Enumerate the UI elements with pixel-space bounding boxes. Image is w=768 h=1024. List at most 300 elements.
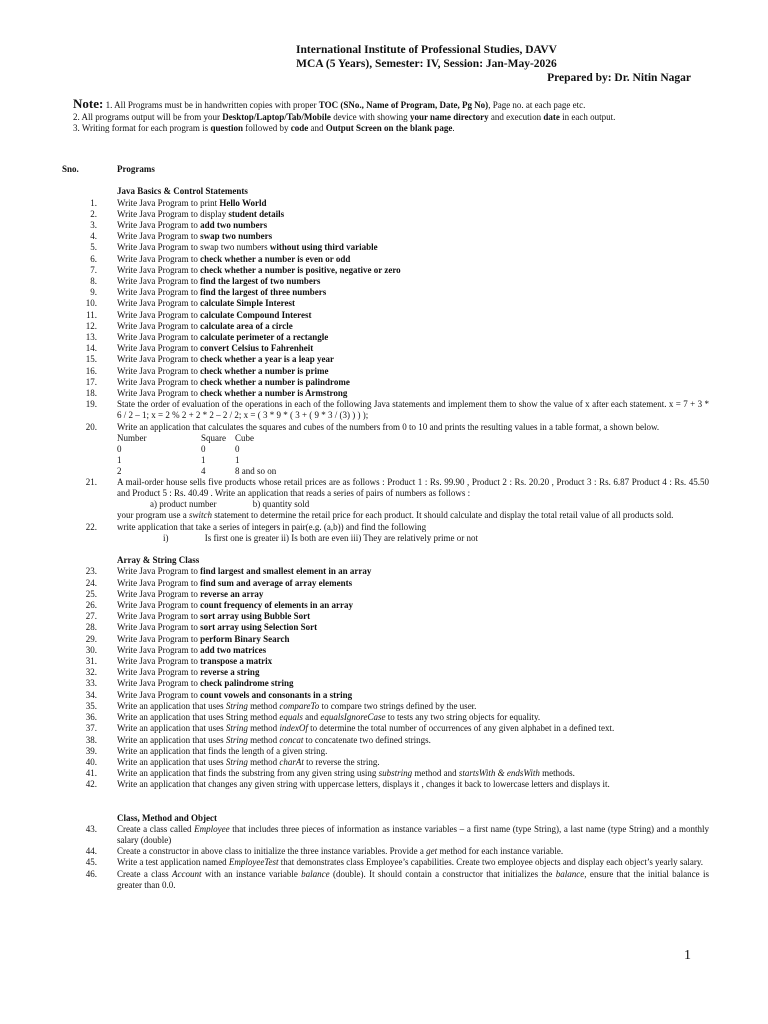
bold-term: count frequency of elements in an array: [200, 600, 353, 611]
section-string-items: [0, 701, 768, 791]
item-number: 15.: [85, 354, 97, 365]
text-part: method and: [412, 768, 459, 779]
text-part: that demonstrates class Employee’s capabilities. Create two employee objects and display each object’s yearly salary.: [278, 857, 704, 868]
list-item: [0, 276, 768, 287]
section-heading-array-string: Array & String Class: [117, 555, 200, 566]
item-number: 43.: [85, 823, 97, 834]
section-array-items: [0, 566, 768, 700]
section-heading-basics: Java Basics & Control Statements: [117, 186, 248, 197]
text-part: Write Java Program to: [117, 365, 201, 376]
italic-term: EmployeeTest: [228, 857, 279, 868]
item-text-continued: [117, 510, 709, 521]
bold-term: calculate perimeter of a rectangle: [200, 332, 329, 343]
note-1-bold: TOC (SNo., Name of Program, Date, Pg No): [318, 100, 489, 110]
item-number: 7.: [90, 264, 97, 275]
list-item: [0, 645, 768, 656]
item-text: [117, 254, 709, 265]
table-cell: 1: [235, 454, 240, 465]
item-text: [117, 779, 709, 790]
text-part: Write Java Program to: [117, 633, 201, 644]
item-text: [117, 712, 709, 723]
item-number: 29.: [85, 633, 97, 644]
item-text: [117, 824, 709, 846]
text-part: Write Java Program to: [117, 667, 201, 678]
item-text: [117, 265, 709, 276]
bold-term: find largest and smallest element in an array: [200, 566, 372, 577]
text-part: Write Java Program to: [117, 332, 201, 343]
text-part: method: [247, 734, 280, 745]
item-number: 44.: [85, 846, 97, 857]
item-number: 26.: [85, 600, 97, 611]
list-item: [0, 209, 768, 220]
option-b: b) quantity sold: [252, 499, 310, 510]
spacer: [0, 175, 768, 186]
note-3-bold-3: Output Screen on the blank page: [325, 123, 453, 133]
italic-term: get: [426, 846, 438, 857]
bold-term: find sum and average of array elements: [200, 577, 353, 588]
text-part: Write Java Program to: [117, 566, 201, 577]
text-part: Write an application that finds the length of a given string.: [117, 745, 328, 756]
list-item: [0, 332, 768, 343]
bold-term: add two matrices: [200, 644, 267, 655]
text-part: statement to determine the retail price for each product. It should calculate and display the total retail value of all products sold.: [212, 510, 674, 521]
page-number: 1: [684, 948, 691, 963]
bold-term: without using third variable: [269, 242, 378, 253]
item-text: [117, 600, 709, 611]
list-item: [0, 690, 768, 701]
item-number: 4.: [90, 231, 97, 242]
text-part: (double). It should contain a constructor that initializes the: [329, 868, 556, 879]
bold-term: count vowels and consonants in a string: [200, 689, 353, 700]
italic-term: String: [225, 700, 248, 711]
text-part: Create a constructor in above class to initialize the three instance variables. Provide a: [117, 846, 427, 857]
item-text: [117, 310, 709, 321]
table-cell: 0: [117, 443, 122, 454]
table-cell: 1: [201, 454, 206, 465]
text-part: Write an application that uses: [117, 700, 226, 711]
item-number: 31.: [85, 656, 97, 667]
bold-term: calculate Simple Interest: [200, 298, 295, 309]
text-part: Write Java Program to: [117, 287, 201, 298]
item-text: Write an application that calculates the squares and cubes of the numbers from 0 to 10 and prints the resulting values in a table format, a shown below.: [117, 421, 660, 432]
text-part: Write Java Program to: [117, 376, 201, 387]
squares-cubes-table: [117, 433, 276, 477]
item-text: [117, 690, 709, 701]
text-part: to concatenate two defined strings.: [303, 734, 431, 745]
italic-term: startsWith & endsWith: [458, 768, 540, 779]
bold-term: sort array using Bubble Sort: [200, 611, 311, 622]
item-text: [117, 846, 709, 857]
note-3-text-2: followed by: [242, 123, 291, 133]
item-number: 8.: [90, 276, 97, 286]
item-text: [117, 566, 709, 577]
item-number: 46.: [85, 868, 97, 879]
course-title: MCA (5 Years), Semester: IV, Session: Jan-May-2026: [296, 58, 557, 70]
note-3-bold-1: question: [210, 123, 243, 133]
text-part: Write Java Program to: [117, 656, 201, 667]
item-text: [117, 768, 709, 779]
bold-term: reverse an array: [200, 588, 264, 599]
list-item: [0, 566, 768, 577]
table-cell: 4: [201, 465, 206, 476]
italic-term: switch: [188, 510, 212, 521]
text-part: , ensure that the initial balance is greater than 0.0.: [117, 868, 709, 890]
bold-term: student details: [228, 208, 285, 219]
item-number: 39.: [85, 745, 97, 756]
list-item: [0, 757, 768, 768]
list-item: [0, 824, 768, 846]
italic-term: compareTo: [279, 700, 320, 711]
italic-term: String: [225, 723, 248, 734]
text-part: Write an application that finds the substring from any given string using: [117, 768, 379, 779]
item-text: [117, 287, 709, 298]
item-number: 14.: [85, 343, 97, 354]
item-text: [117, 869, 709, 891]
item-text: [117, 366, 709, 377]
item-number: 5.: [90, 242, 97, 253]
item-number: 37.: [85, 723, 97, 734]
sub-item-text: Is first one is greater ii) Is both are even iii) They are relatively prime or not: [204, 532, 478, 543]
list-item: [0, 589, 768, 600]
list-item: [0, 254, 768, 265]
item-number: 36.: [85, 712, 97, 723]
item-text: [117, 298, 709, 309]
table-cell: 8 and so on: [235, 465, 277, 476]
item-number: 17.: [85, 376, 97, 387]
table-row: [117, 455, 276, 466]
list-item: [0, 399, 768, 421]
list-item: [0, 701, 768, 712]
bold-term: swap two numbers: [200, 231, 273, 242]
item-text: [117, 634, 709, 645]
item-number: 11.: [86, 309, 97, 320]
bold-term: Hello World: [219, 197, 267, 208]
sub-item-number: i): [163, 532, 169, 543]
text-part: Write Java Program to: [117, 577, 201, 588]
italic-term: Employee: [194, 823, 230, 834]
table-cell: 2: [117, 465, 122, 476]
note-2-bold-1: Desktop/Laptop/Tab/Mobile: [222, 111, 331, 122]
note-3: [73, 123, 713, 135]
text-part: Write Java Program to display: [117, 208, 229, 219]
text-part: your program use a: [117, 510, 189, 521]
item-text: [117, 757, 709, 768]
text-part: Write Java Program to: [117, 611, 201, 622]
text-part: to determine the total number of occurrences of any given alphabet in a defined text.: [307, 723, 615, 734]
item-text: [117, 611, 709, 622]
text-part: to reverse the string.: [303, 756, 380, 767]
program-list: [0, 164, 768, 891]
bold-term: find the largest of three numbers: [200, 287, 327, 298]
italic-term: Account: [172, 868, 202, 879]
italic-term: concat: [279, 734, 304, 745]
list-item: [0, 198, 768, 209]
table-cell: 0: [201, 443, 206, 454]
note-2: [73, 112, 713, 124]
list-item: [0, 343, 768, 354]
item-text: [117, 220, 709, 231]
text-part: Write Java Program to: [117, 231, 201, 242]
list-item: [0, 667, 768, 678]
text-part: Write Java Program to: [117, 320, 201, 331]
item-number: 41.: [85, 768, 97, 779]
item-number: 13.: [85, 332, 97, 343]
bold-term: calculate Compound Interest: [200, 309, 312, 320]
column-programs: Programs: [117, 164, 155, 174]
list-item: [0, 600, 768, 611]
italic-term: charAt: [279, 756, 304, 767]
list-item: [0, 231, 768, 242]
item-number: 28.: [85, 622, 97, 633]
section-class-items: [0, 824, 768, 891]
list-item: [0, 366, 768, 377]
list-item: [0, 869, 768, 891]
bold-term: convert Celsius to Fahrenheit: [200, 343, 314, 354]
text-part: Write Java Program to: [117, 276, 201, 286]
text-part: to compare two strings defined by the user.: [319, 700, 477, 711]
bold-term: check whether a year is a leap year: [200, 354, 335, 365]
item-number: 6.: [90, 253, 97, 264]
italic-term: indexOf: [279, 723, 308, 734]
list-item: [0, 422, 768, 433]
note-3-text-3: and: [308, 123, 326, 133]
text-part: Write Java Program to: [117, 264, 201, 275]
list-item: [0, 846, 768, 857]
text-part: Write a test application named: [117, 857, 229, 868]
list-item: [0, 634, 768, 645]
item-number: 34.: [85, 689, 97, 700]
list-item: [0, 611, 768, 622]
item-text: [117, 332, 709, 343]
list-item: [0, 723, 768, 734]
list-item: [0, 746, 768, 757]
table-row: [117, 444, 276, 455]
list-item: [0, 768, 768, 779]
text-part: Write Java Program to: [117, 622, 201, 633]
list-item: [0, 310, 768, 321]
item-text: A mail-order house sells five products whose retail prices are as follows : Product 1 : Rs. 99.90 , Product 2 : Rs. 20.20 , Product 3 : Rs. 6.87 Product 4 : Rs. 45.50 and Product 5 : Rs. 40.49 . Write an application that reads a series of pairs of numbers as follows :: [117, 476, 709, 499]
item-number: 23.: [85, 566, 97, 577]
text-part: Write Java Program to: [117, 309, 201, 320]
institute-title: International Institute of Professional Studies, DAVV: [296, 44, 557, 56]
item-number: 25.: [85, 588, 97, 599]
list-item: [0, 287, 768, 298]
text-part: to tests any two string objects for equality.: [385, 712, 541, 723]
text-part: Write an application that uses: [117, 734, 226, 745]
item-number: 16.: [85, 365, 97, 376]
bold-term: check whether a number is even or odd: [200, 253, 351, 264]
column-sno: Sno.: [62, 164, 79, 174]
note-1: [73, 98, 713, 112]
list-item: [0, 354, 768, 365]
bold-term: transpose a matrix: [200, 656, 273, 667]
bold-term: calculate area of a circle: [200, 320, 293, 331]
note-3-text: 3. Writing format for each program is: [73, 123, 211, 133]
text-part: Write Java Program to: [117, 600, 201, 611]
text-part: Write Java Program to: [117, 388, 201, 399]
table-cell: 0: [235, 443, 240, 454]
bold-term: check whether a number is prime: [200, 365, 329, 376]
note-2-text-3: and execution: [488, 111, 544, 122]
item-number: 10.: [85, 298, 97, 309]
text-part: method: [247, 723, 280, 734]
italic-term: balance: [555, 868, 585, 879]
item-number: 38.: [85, 734, 97, 745]
list-item: [0, 220, 768, 231]
bold-term: check palindrome string: [200, 678, 294, 689]
item-number: 18.: [85, 388, 97, 399]
item-number: 30.: [85, 644, 97, 655]
text-part: and: [302, 712, 321, 723]
table-cell: 1: [117, 454, 122, 465]
bold-term: check whether a number is positive, negative or zero: [200, 264, 401, 275]
list-item: [0, 712, 768, 723]
list-item: [0, 578, 768, 589]
item-text: [117, 678, 709, 689]
item-number: 21.: [85, 476, 97, 487]
item-text: State the order of evaluation of the operations in each of the following Java statements and implement them to show the value of x after each statement. x = 7 + 3 * 6 / 2 – 1; x = 2 % 2 + 2 * 2 – 2 / 2; x = ( 3 * 9 * ( 3 + ( 9 * 3 / (3) ) ) );: [117, 399, 709, 421]
text-part: method: [247, 756, 280, 767]
column-header-row: [0, 164, 768, 175]
document-header: [0, 43, 768, 85]
bold-term: sort array using Selection Sort: [200, 622, 318, 633]
text-part: Write Java Program to: [117, 678, 201, 689]
item-number: 1.: [90, 197, 97, 208]
item-text: [117, 321, 709, 332]
text-part: Write an application that uses: [117, 723, 226, 734]
item-number: 45.: [85, 857, 97, 868]
note-3-bold-2: code: [290, 123, 309, 133]
italic-term: substring: [378, 768, 413, 779]
table-cell: Number: [117, 432, 147, 443]
item-number: 33.: [85, 678, 97, 689]
options-line: [0, 499, 768, 510]
item-text: write application that take a series of integers in pair(e.g. (a,b)) and find the following: [117, 521, 427, 532]
item-text: [117, 377, 709, 388]
list-item: [0, 265, 768, 276]
table-header-row: [117, 433, 276, 444]
list-item: [0, 388, 768, 399]
item-text: [117, 645, 709, 656]
text-part: method: [247, 700, 280, 711]
note-1-text-end: , Page no. at each page etc.: [488, 100, 586, 110]
list-item: [0, 857, 768, 868]
text-part: Write an application that uses String method: [117, 712, 280, 723]
italic-term: balance: [301, 868, 330, 879]
text-part: Write Java Program to: [117, 354, 201, 365]
text-part: Write Java Program to: [117, 644, 201, 655]
list-item: [0, 678, 768, 689]
list-item: [0, 622, 768, 633]
item-number: 2.: [90, 208, 97, 219]
item-number: 12.: [85, 320, 97, 331]
italic-term: String: [225, 756, 248, 767]
notes-block: [73, 98, 713, 135]
item-text: [117, 198, 709, 209]
text-part: method for each instance variable.: [437, 846, 564, 857]
text-part: Write Java Program to: [117, 588, 201, 599]
item-text: [117, 746, 709, 757]
note-2-text-4: in each output.: [559, 111, 616, 122]
bold-term: find the largest of two numbers: [200, 276, 321, 286]
text-part: Write Java Program to: [117, 689, 201, 700]
note-2-text-2: device with showing: [330, 111, 410, 122]
note-2-bold-3: date: [543, 111, 560, 122]
list-item: [0, 779, 768, 790]
list-item: [0, 656, 768, 667]
table-cell: Cube: [235, 432, 254, 443]
item-text: [117, 622, 709, 633]
item-text: [117, 735, 709, 746]
list-item: [0, 377, 768, 388]
option-a: a) product number: [150, 499, 217, 510]
bold-term: check whether a number is palindrome: [200, 376, 350, 387]
note-2-bold-2: your name directory: [409, 111, 489, 122]
text-part: Write Java Program to: [117, 343, 201, 354]
bold-term: add two numbers: [200, 219, 268, 230]
item-text: [117, 343, 709, 354]
item-number: 9.: [90, 287, 97, 298]
list-item: [0, 242, 768, 253]
bold-term: check whether a number is Armstrong: [200, 388, 348, 399]
spacer: [0, 544, 768, 555]
item-number: 22.: [85, 521, 97, 532]
text-part: Write an application that uses: [117, 756, 226, 767]
item-number: 24.: [85, 577, 97, 588]
list-item: [0, 298, 768, 309]
item-text: [117, 388, 709, 399]
spacer: [0, 791, 768, 813]
text-part: Write Java Program to: [117, 253, 201, 264]
text-part: methods.: [539, 768, 575, 779]
item-text: [117, 231, 709, 242]
text-part: that includes three pieces of information as instance variables – a first name (type String), a last name (type String) and a monthly salary (double): [117, 823, 709, 845]
text-part: Write Java Program to print: [117, 197, 220, 208]
item-text: [117, 354, 709, 365]
prepared-by: Prepared by: Dr. Nitin Nagar: [547, 72, 691, 84]
item-text: [117, 209, 709, 220]
item-number: 3.: [90, 219, 97, 230]
text-part: Write Java Program to: [117, 298, 201, 309]
text-part: Write Java Program to: [117, 219, 201, 230]
item-number: 40.: [85, 756, 97, 767]
item-number: 35.: [85, 700, 97, 711]
note-3-text-4: .: [452, 123, 455, 133]
item-number: 20.: [85, 421, 97, 432]
text-part: Write an application that changes any given string with uppercase letters, displays it , changes it back to lowercase letters and displays it.: [117, 779, 610, 790]
item-number: 32.: [85, 667, 97, 678]
italic-term: equals: [279, 712, 303, 723]
item-text: [117, 578, 709, 589]
item-text: [117, 723, 709, 734]
bold-term: perform Binary Search: [200, 633, 290, 644]
note-label: Note:: [73, 96, 104, 111]
section-heading-class-method: Class, Method and Object: [117, 812, 218, 823]
list-item: [0, 735, 768, 746]
bold-term: reverse a string: [200, 667, 260, 678]
item-text: [117, 667, 709, 678]
item-number: 42.: [85, 779, 97, 790]
list-item: [0, 522, 768, 533]
item-text: [117, 656, 709, 667]
list-item: [0, 477, 768, 499]
text-part: Create a class called: [117, 823, 195, 834]
text-part: Create a class: [117, 868, 172, 879]
italic-term: String: [225, 734, 248, 745]
section-basics-items: [0, 198, 768, 400]
text-part: with an instance variable: [201, 868, 302, 879]
item-text: [117, 276, 709, 287]
